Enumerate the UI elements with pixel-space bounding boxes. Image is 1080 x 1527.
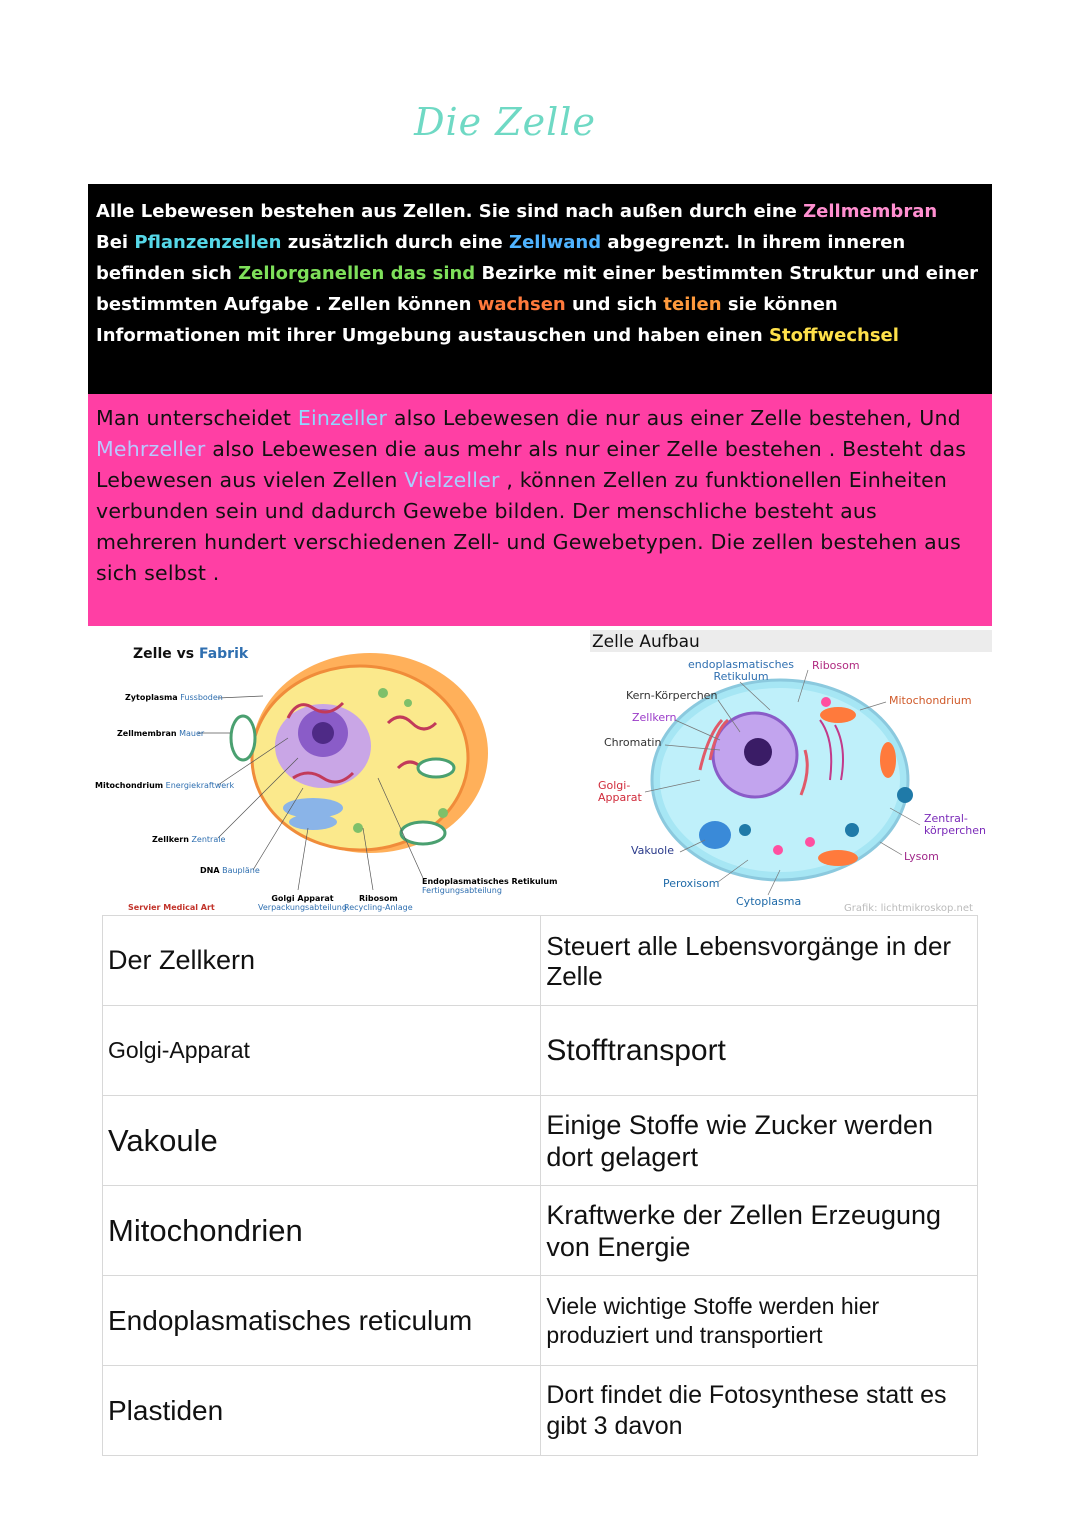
label-golgi-factory: Verpackungsabteilung: [258, 903, 347, 912]
highlight-vielzeller: Vielzeller: [404, 468, 500, 492]
second-text-box: [88, 394, 992, 626]
label-dna-term: DNA: [200, 866, 220, 875]
vesicle: [805, 837, 815, 847]
vacuole: [699, 821, 731, 849]
second-text: Man unterscheidet: [96, 406, 298, 430]
label-zentralkoerperchen: Zentral- körperchen: [924, 812, 987, 837]
vesicle: [821, 697, 831, 707]
label-mitochondrium: [95, 781, 234, 790]
pointer-line: [218, 696, 263, 698]
intro-text: sie können Informationen mit ihrer Umgebung austauschen und haben einen: [96, 294, 838, 346]
vesicle: [845, 823, 859, 837]
highlight-teilen: teilen: [663, 294, 722, 315]
organelle-function: Viele wichtige Stoffe werden hier produziert und transportiert: [541, 1276, 978, 1366]
intro-text-box: [88, 184, 992, 394]
pointer-line: [880, 842, 902, 855]
vesicle: [897, 787, 913, 803]
second-text: , können Zellen zu funktionellen Einheiten verbunden sein und dadurch Gewebe bilden. Der menschliche besteht aus mehreren hundert verschiedenen Zell- und Gewebetypen. Die zellen bestehen aus sich selbst .: [96, 468, 962, 585]
label-ribosom-term: Ribosom: [358, 894, 398, 903]
mitochondrion: [880, 742, 896, 778]
label-er-term: Endoplasmatisches Retikulum: [422, 877, 558, 886]
intro-text: abgegrenzt. In ihrem inneren befinden sich: [96, 232, 906, 284]
organelle-name: Golgi-Apparat: [103, 1006, 541, 1096]
label-zytoplasma-factory: Fussboden: [180, 693, 223, 702]
label-er: [422, 877, 557, 895]
highlight-pflanzenzellen: Pflanzenzellen: [134, 232, 282, 253]
page-title: Die Zelle: [414, 100, 596, 144]
organelle-function: Kraftwerke der Zellen Erzeugung von Energie: [541, 1186, 978, 1276]
intro-text: Bei: [96, 232, 135, 253]
highlight-zellwand: Zellwand: [509, 232, 602, 253]
vesicle: [438, 808, 448, 818]
label-ribosom: Ribosom: [812, 659, 860, 672]
label-zellkern: Zellkern: [632, 711, 677, 724]
label-mitochondrium-term: Mitochondrium: [95, 781, 164, 790]
organelle-name: Mitochondrien: [103, 1186, 541, 1276]
label-peroxisom: Peroxisom: [663, 877, 720, 890]
label-zellkern-factory: Zentrale: [191, 835, 226, 844]
organelle-name: Plastiden: [103, 1366, 541, 1456]
second-text: also Lebewesen die aus mehr als nur einer Zelle bestehen . Besteht das Lebewesen aus vielen Zellen: [96, 437, 967, 492]
label-ribosom-factory: Recycling-Anlage: [344, 903, 413, 912]
label-lysom: Lysom: [904, 850, 939, 863]
diagram-right-credit: Grafik: lichtmikroskop.net: [844, 903, 973, 914]
mitochondrion: [418, 759, 454, 777]
table-row: [103, 1366, 978, 1456]
label-vakuole: Vakuole: [631, 844, 674, 857]
mitochondrion: [231, 716, 255, 760]
label-dna-factory: Baupläne: [222, 866, 260, 875]
highlight-zellmembran: Zellmembran: [803, 201, 938, 222]
mitochondrion: [818, 850, 858, 866]
label-mitochondrium-factory: Energiekraftwerk: [165, 781, 235, 790]
diagram-left-credit: Servier Medical Art: [128, 903, 215, 912]
label-kern-koerperchen: Kern-Körperchen: [626, 689, 718, 702]
label-mitochondrium: Mitochondrium: [889, 694, 972, 707]
vesicle: [773, 845, 783, 855]
label-golgi-term: Golgi Apparat: [271, 894, 334, 903]
mitochondrion: [401, 822, 445, 844]
organelle-name: Endoplasmatisches reticulum: [103, 1276, 541, 1366]
organelle-function: Steuert alle Lebensvorgänge in der Zelle: [541, 916, 978, 1006]
diagram-left-title-a: Zelle vs: [133, 646, 199, 662]
second-text: also Lebewesen die nur aus einer Zelle bestehen, Und: [387, 406, 961, 430]
organelle-function: Dort findet die Fotosynthese statt es gibt 3 davon: [541, 1366, 978, 1456]
organelle-name: Der Zellkern: [103, 916, 541, 1006]
cell-structure-diagram: [590, 630, 992, 920]
label-er-factory: Fertigungsabteilung: [422, 886, 502, 895]
label-zellmembran: [117, 729, 204, 738]
label-golgi: Golgi- Apparat: [598, 779, 642, 804]
intro-text: Bezirke mit einer bestimmten Struktur und einer bestimmten Aufgabe . Zellen können: [96, 263, 979, 315]
organelle-name: Vakoule: [103, 1096, 541, 1186]
table-row: [103, 916, 978, 1006]
diagram-right-title: Zelle Aufbau: [592, 632, 700, 652]
mitochondrion: [820, 707, 856, 723]
label-zellkern-term: Zellkern: [152, 835, 189, 844]
label-dna: [200, 866, 260, 875]
diagram-left-title: [133, 646, 248, 662]
table-row: [103, 1276, 978, 1366]
label-er: endoplasmatisches Retikulum: [688, 658, 795, 683]
table-row: [103, 1006, 978, 1096]
label-chromatin: Chromatin: [604, 736, 662, 749]
diagram-left-title-b: Fabrik: [198, 646, 249, 662]
vesicle: [404, 699, 412, 707]
nucleolus: [744, 738, 772, 766]
table-row: [103, 1096, 978, 1186]
label-golgi: [258, 894, 347, 912]
label-zellmembran-factory: Mauer: [179, 729, 205, 738]
vesicle: [353, 823, 363, 833]
cell-vs-factory-diagram: [88, 628, 588, 918]
nucleus-core: [312, 722, 334, 744]
golgi: [289, 814, 337, 830]
highlight-einzeller: Einzeller: [297, 406, 388, 430]
intro-text: und sich: [565, 294, 664, 315]
highlight-zellorganellen: Zellorganellen das sind: [238, 263, 476, 284]
organelle-table: [102, 915, 978, 1456]
table-row: [103, 1186, 978, 1276]
vesicle: [739, 824, 751, 836]
highlight-wachsen: wachsen: [477, 294, 566, 315]
cell-illustration: [88, 628, 588, 918]
label-zytoplasma-term: Zytoplasma: [125, 693, 178, 702]
intro-text: Alle Lebewesen bestehen aus Zellen. Sie sind nach außen durch eine: [96, 201, 804, 222]
label-zytoplasma: [125, 693, 223, 702]
highlight-mehrzeller: Mehrzeller: [96, 437, 206, 461]
label-zellkern: [152, 835, 225, 844]
label-zellmembran-term: Zellmembran: [117, 729, 177, 738]
highlight-stoffwechsel: Stoffwechsel: [769, 325, 899, 346]
organelle-function: Stofftransport: [541, 1006, 978, 1096]
vesicle: [378, 688, 388, 698]
label-cytoplasma: Cytoplasma: [736, 895, 802, 908]
intro-text: zusätzlich durch eine: [281, 232, 510, 253]
organelle-function: Einige Stoffe wie Zucker werden dort gelagert: [541, 1096, 978, 1186]
label-ribosom: [344, 894, 413, 912]
